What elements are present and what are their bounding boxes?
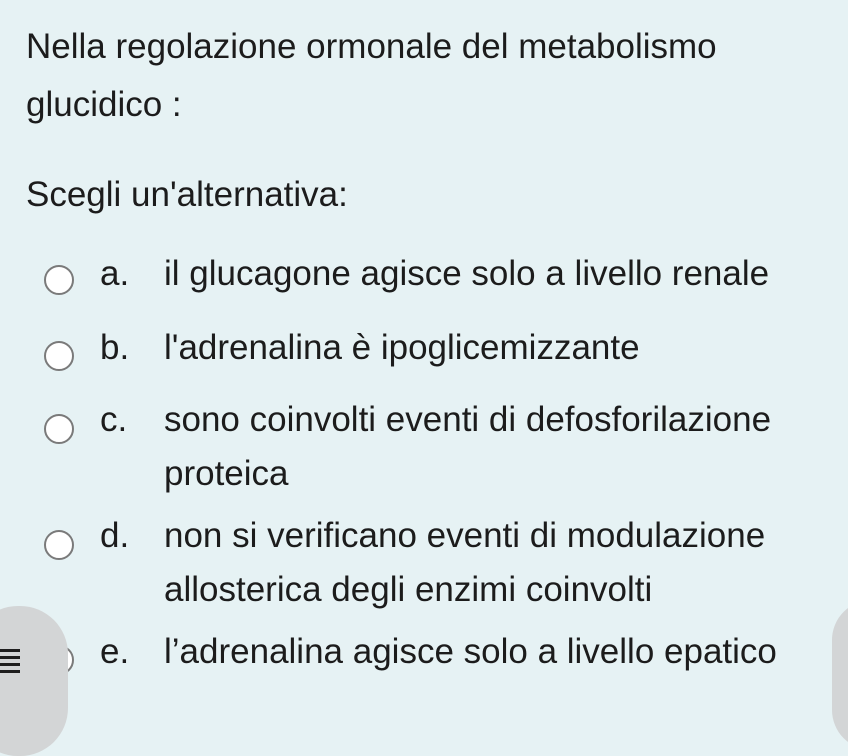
option-a[interactable] (0, 244, 848, 304)
option-letter: c. (100, 400, 128, 439)
option-letter: a. (100, 254, 130, 293)
radio-circle-icon[interactable] (44, 265, 74, 295)
radio-circle-icon[interactable] (44, 414, 74, 444)
option-b[interactable] (0, 320, 848, 380)
option-e[interactable] (0, 624, 848, 684)
option-d[interactable] (0, 508, 848, 620)
option-c[interactable] (0, 392, 848, 504)
option-letter: e. (100, 632, 130, 671)
answer-prompt: Scegli un'alternativa: (26, 175, 348, 214)
floating-menu-bubble[interactable] (0, 606, 68, 756)
floating-action-bubble[interactable] (832, 600, 848, 750)
option-label[interactable]: l'adrenalina è ipoglicemizzante (164, 328, 640, 367)
option-letter: b. (100, 328, 130, 367)
option-letter: d. (100, 516, 130, 555)
question-text: Nella regolazione ormonale del metabolismo glucidico : (26, 27, 717, 124)
radio-circle-icon[interactable] (44, 530, 74, 560)
option-label[interactable]: l’adrenalina agisce solo a livello epatico (164, 632, 777, 671)
radio-circle-icon[interactable] (44, 341, 74, 371)
option-label[interactable]: il glucagone agisce solo a livello renale (164, 254, 770, 293)
menu-icon[interactable] (0, 647, 24, 677)
option-label[interactable]: non si verificano eventi di modulazione allosterica degli enzimi coinvolti (164, 516, 766, 609)
option-label[interactable]: sono coinvolti eventi di defosforilazione proteica (164, 400, 772, 493)
